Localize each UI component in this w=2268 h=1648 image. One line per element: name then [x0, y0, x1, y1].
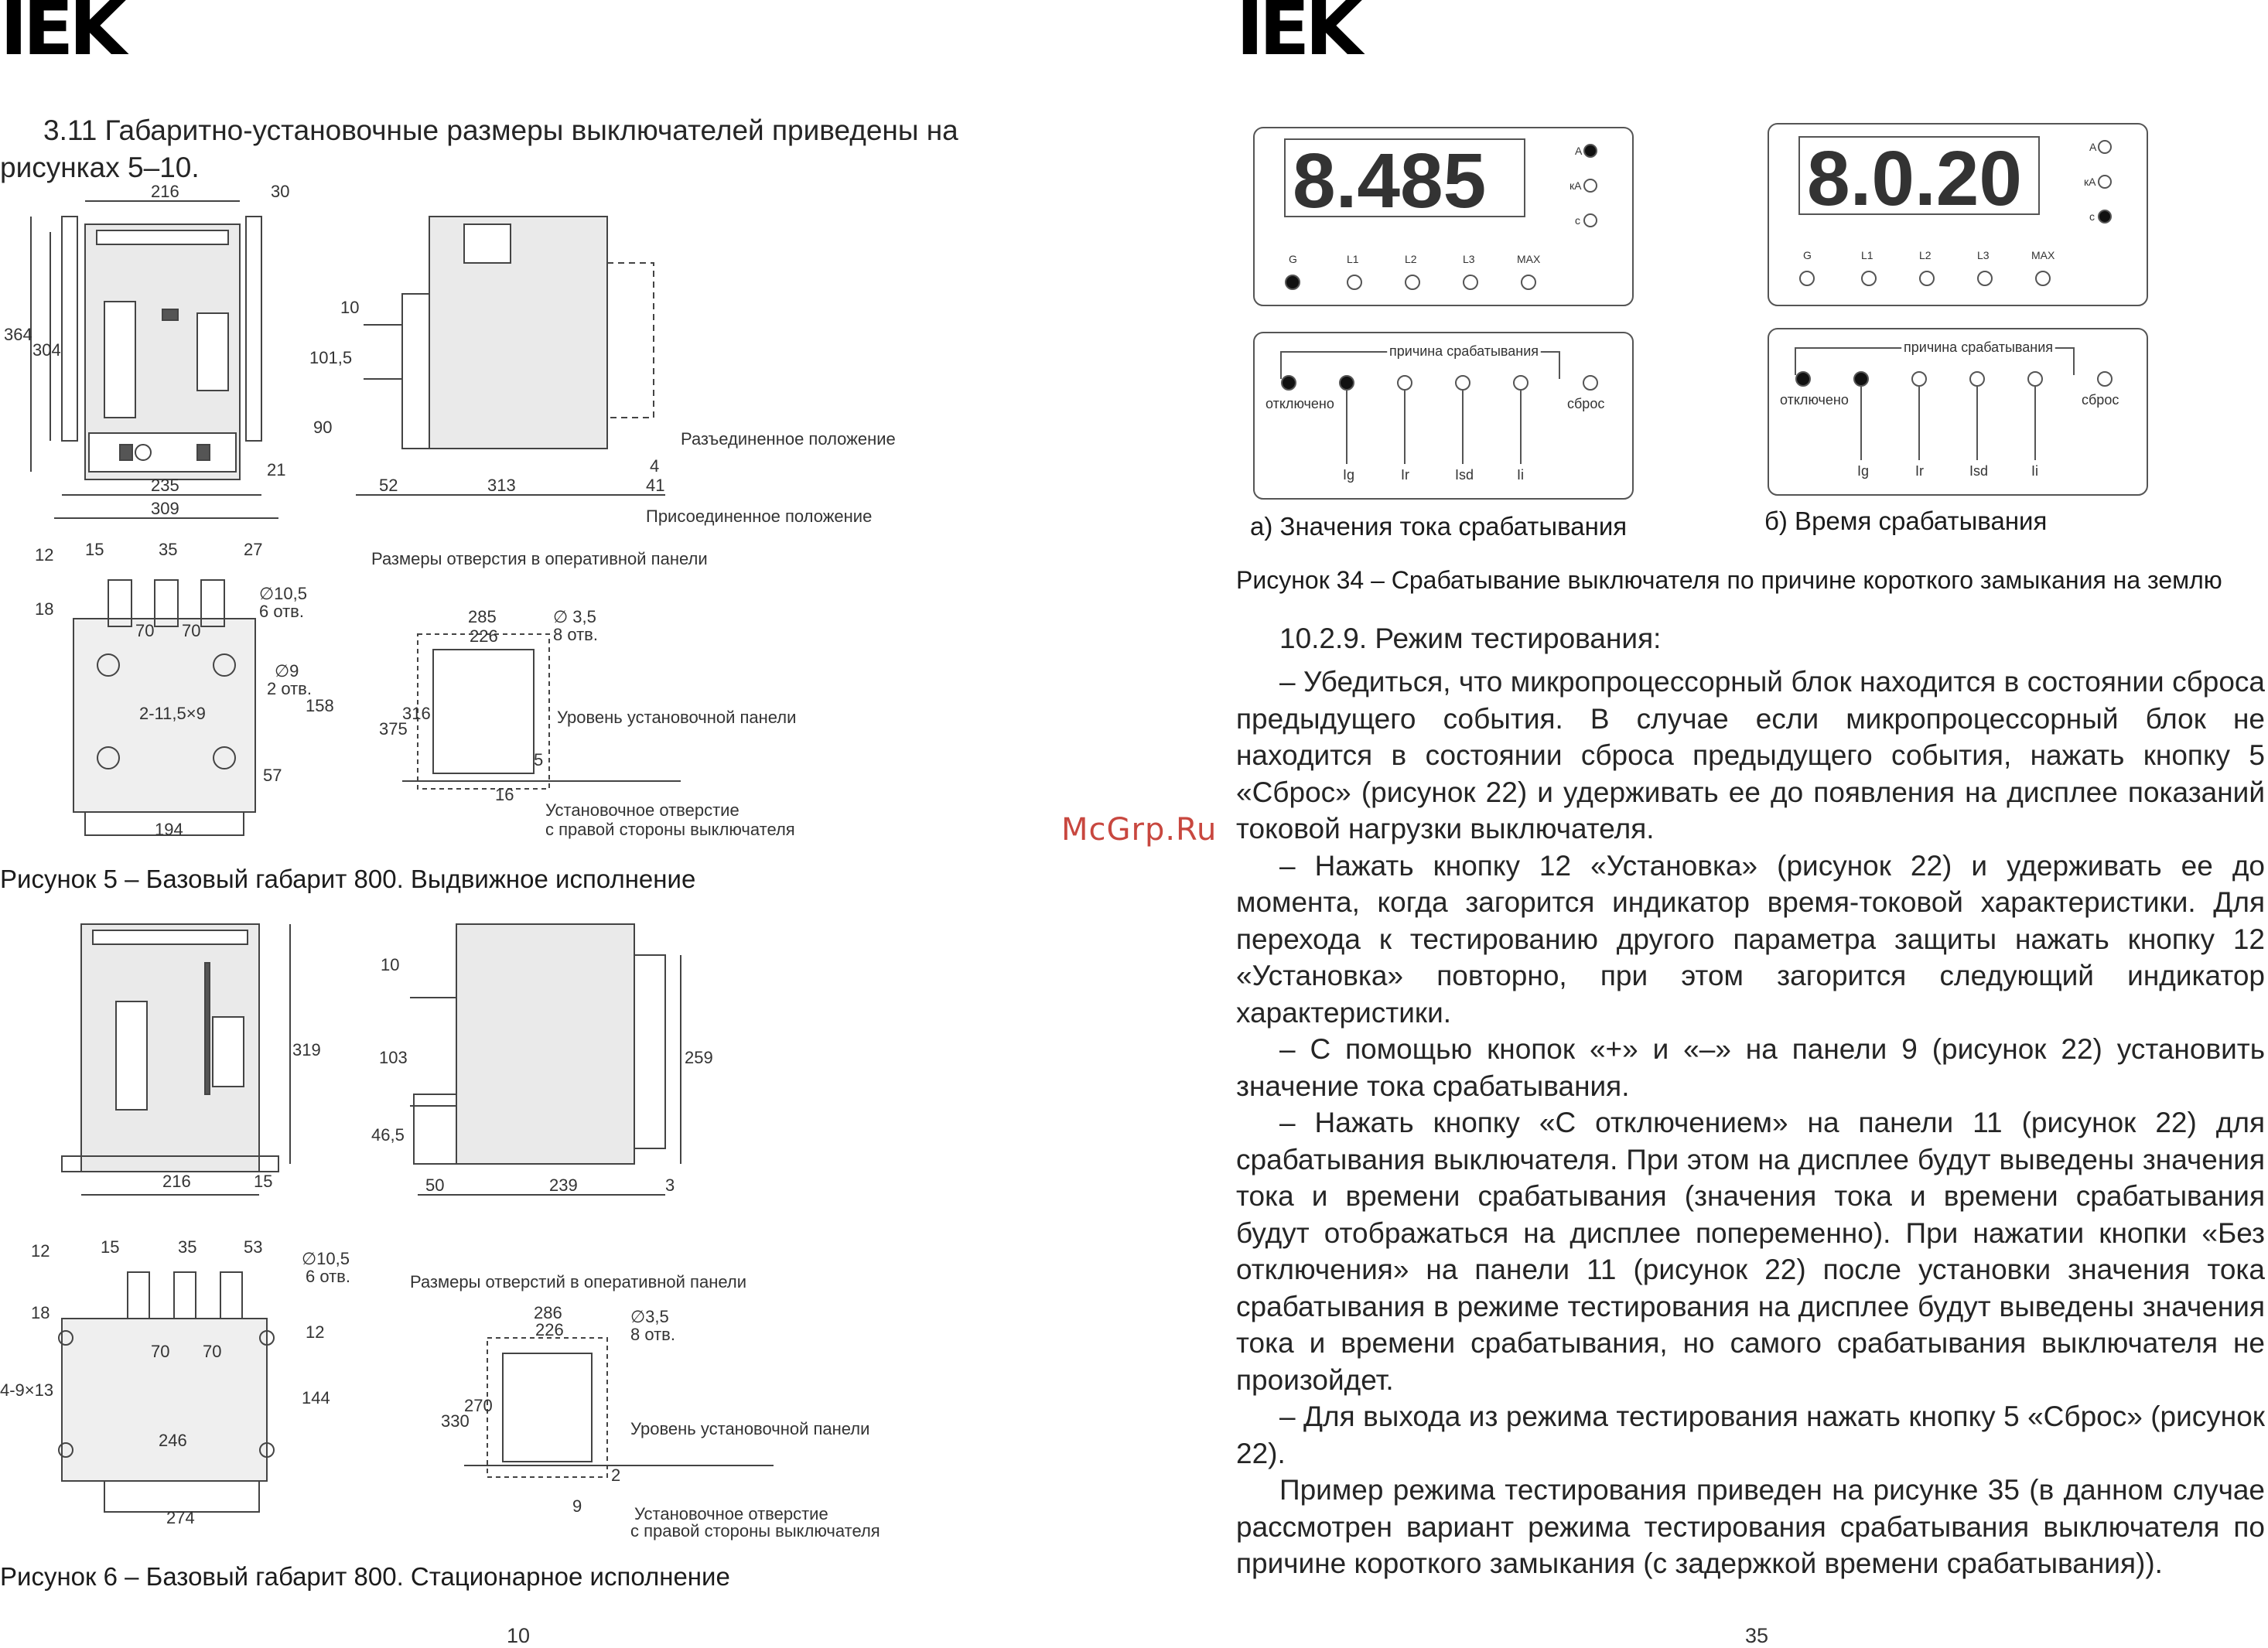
panel-a-led-off-2 — [1340, 376, 1354, 390]
terminal6-3 — [220, 1272, 242, 1319]
figure-6-caption: Рисунок 6 – Базовый габарит 800. Стационарное исполнение — [0, 1562, 730, 1591]
dim-panel-226: 226 — [470, 626, 498, 646]
dim-panel-5: 5 — [534, 750, 544, 769]
dim6-side-3: 3 — [665, 1175, 675, 1195]
panel-a-led-label-g: G — [1289, 253, 1297, 265]
dim6-panel-2: 2 — [611, 1465, 621, 1485]
dim6-15: 15 — [254, 1172, 273, 1191]
dim-side-4: 4 — [650, 456, 660, 476]
panel-b-led-label-l2: L2 — [1919, 249, 1932, 261]
side-terminal — [402, 294, 429, 449]
dim-304: 304 — [32, 340, 61, 360]
panel-b-cause-ig: Ig — [1857, 463, 1870, 479]
dim6-bottom-246: 246 — [159, 1431, 187, 1450]
breaker6-top-strip — [93, 930, 248, 944]
panel-a-led-g — [1286, 275, 1300, 289]
panel-b-reset-label: сброс — [2082, 392, 2119, 408]
panel-a-cause-title: причина срабатывания — [1389, 343, 1539, 359]
dim6-bottom-144: 144 — [302, 1388, 330, 1407]
dim-bottom-holes: 2-11,5×9 — [139, 704, 206, 723]
breaker-top-strip — [97, 230, 228, 244]
panel-b-off-label: отключено — [1780, 392, 1849, 408]
section-3-11-text: 3.11 Габаритно-установочные размеры выключателей приведены на рисунках 5–10. — [0, 114, 958, 183]
dim-side-52: 52 — [379, 476, 398, 495]
panel6-hole-count: 8 отв. — [630, 1325, 675, 1344]
panel-cutout-outer — [418, 634, 549, 789]
panel-b-unit-led-s — [2099, 210, 2111, 223]
iek-logo: IEK — [0, 0, 122, 72]
panel6-cutout — [503, 1353, 592, 1462]
page-number-left: 10 — [507, 1624, 531, 1647]
test-mode-body — [1236, 664, 2265, 1582]
panel-a-unit-s: с — [1575, 214, 1580, 227]
panel-b-cause-ii: Ii — [2031, 463, 2038, 479]
dim6-side-10: 10 — [381, 955, 400, 974]
panel-hole-count: 8 отв. — [553, 625, 598, 644]
paragraph-3: – С помощью кнопок «+» и «–» на панели 9 (рисунок 22) установить значение тока срабатывания. — [1236, 1033, 2265, 1102]
dim6-bottom-70b: 70 — [203, 1342, 222, 1361]
dim6-panel-226: 226 — [535, 1320, 564, 1339]
panel-a-cause-ig: Ig — [1343, 467, 1355, 483]
dim6-bottom-15: 15 — [101, 1237, 120, 1257]
panel-a-cause-ir: Ir — [1401, 467, 1409, 483]
dim-309: 309 — [151, 499, 179, 518]
terminal6-1 — [128, 1272, 149, 1319]
dim6-bottom-274: 274 — [166, 1508, 195, 1527]
panel6-cutout-outer — [487, 1338, 607, 1477]
panel6-level-label: Уровень установочной панели — [630, 1419, 870, 1438]
dim-bottom-194: 194 — [155, 820, 183, 839]
panel-cutout — [433, 650, 534, 773]
dim-panel-316: 316 — [402, 704, 431, 723]
terminal6-2 — [174, 1272, 196, 1319]
dim-364: 364 — [4, 325, 32, 344]
panel-level-label: Уровень установочной панели — [557, 708, 797, 727]
breaker6-side-rear — [634, 955, 665, 1148]
front-window-left — [104, 302, 135, 418]
page-number-right: 35 — [1745, 1624, 1769, 1647]
dim-bottom-15: 15 — [85, 540, 104, 559]
figure-34-caption: Рисунок 34 – Срабатывание выключателя по причине короткого замыкания на землю — [1236, 566, 2222, 594]
dim-panel-285: 285 — [468, 607, 497, 626]
breaker6-side-body — [456, 924, 634, 1164]
side-connected-label: Присоединенное положение — [646, 507, 873, 526]
dim6-bottom-70a: 70 — [151, 1342, 170, 1361]
dim6-side-50: 50 — [425, 1175, 445, 1195]
breaker6-window-right — [213, 1017, 244, 1087]
dim6-panel-330: 330 — [441, 1411, 470, 1431]
dim-panel-16: 16 — [495, 785, 514, 804]
hole-label-9: ∅9 — [275, 661, 299, 681]
panel6-hole-label: ∅3,5 — [630, 1307, 669, 1326]
paragraph-2: – Нажать кнопку 12 «Установка» (рисунок 22) и удерживать ее до момента, когда загорится индикатор время-токовой характеристики. Для перехода к тестированию другого параметра защиты нажать кнопку 12 «Установка» повторно, при этом загорится следующий индикатор характеристики. — [1236, 849, 2265, 1029]
panel6-mount-label-2: с правой стороны выключателя — [630, 1521, 880, 1541]
hole6-label-10-5-count: 6 отв. — [306, 1267, 350, 1286]
hole-label-10-5-count: 6 отв. — [259, 602, 304, 621]
panel-b-unit-ka: кА — [2084, 176, 2096, 188]
panel-a — [1250, 124, 1637, 526]
dim6-panel-270: 270 — [464, 1396, 493, 1415]
panel-b-led-label-l3: L3 — [1977, 249, 1990, 261]
panel-b-display-value: 8.0.20 — [1807, 135, 2023, 222]
panel-b-led-label-max: MAX — [2031, 249, 2055, 261]
dim6-bottom-35: 35 — [178, 1237, 197, 1257]
dim6-216: 216 — [162, 1172, 191, 1191]
panel-mount-label-2: с правой стороны выключателя — [545, 820, 795, 839]
panel-a-led-label-l2: L2 — [1405, 253, 1417, 265]
dim-bottom-158: 158 — [306, 696, 334, 715]
panel-a-led-off-1 — [1282, 376, 1296, 390]
panel-a-unit-led-a — [1584, 145, 1597, 157]
dim6-bottom-12a: 12 — [31, 1241, 50, 1261]
panel-b-unit-s: с — [2089, 210, 2095, 223]
front-button-left — [120, 445, 132, 460]
iek-logo-right: IEK — [1236, 0, 1358, 72]
figure-6-drawing — [0, 909, 880, 1566]
dim6-side-239: 239 — [549, 1175, 578, 1195]
panel-b-unit-a: A — [2089, 141, 2097, 153]
dim-side-41: 41 — [646, 476, 665, 495]
panel-a-subcaption: а) Значения тока срабатывания — [1250, 512, 1628, 541]
dim-side-10: 10 — [340, 298, 360, 317]
panel-a-cause-isd: Isd — [1455, 467, 1474, 483]
dim-side-101-5: 101,5 — [309, 348, 353, 367]
paragraph-6: Пример режима тестирования приведен на рисунке 35 (в данном случае рассмотрен вариант режима тестирования срабатывания выключателя по причине короткого замыкания (с задержкой времени срабатывания)). — [1236, 1474, 2265, 1579]
dim-panel-375: 375 — [379, 719, 408, 739]
panel-b-cause-title: причина срабатывания — [1904, 339, 2054, 355]
panel-a-led-label-l3: L3 — [1463, 253, 1475, 265]
dim-216: 216 — [151, 182, 179, 201]
side-disconnected-label: Разъединенное положение — [681, 429, 896, 449]
dim6-bottom-18: 18 — [31, 1303, 50, 1322]
panel-b-subcaption: б) Время срабатывания — [1764, 507, 2048, 535]
panel-b-cause-isd: Isd — [1969, 463, 1989, 479]
dim-235: 235 — [151, 476, 179, 495]
panel-a-cause-ii: Ii — [1517, 467, 1524, 483]
dim-bottom-27: 27 — [244, 540, 263, 559]
panel6-title: Размеры отверстий в оперативной панели — [410, 1272, 746, 1291]
panel6-mount-label-1: Установочное отверстие — [634, 1504, 828, 1523]
side-top-block — [464, 224, 511, 263]
panel-b — [1764, 120, 2151, 522]
breaker6-window-left — [116, 1001, 147, 1110]
paragraph-4: – Нажать кнопку «С отключением» на панели 11 (рисунок 22) для срабатывания выключателя. При этом на дисплее будут выведены значения тока и времени срабатывания (значения тока и времени срабатывания будут отображаться на дисплее попеременно). При нажатии кнопки «Без отключения» на панели 11 (рисунок 22) после установки значения тока срабатывания в режиме тестирования на дисплее будут выведены значения тока и времени срабатывания, но самого срабатывания выключателя не произойдет. — [1236, 1107, 2265, 1396]
dim6-319: 319 — [292, 1040, 321, 1059]
dim6-panel-286: 286 — [534, 1303, 562, 1322]
dim-bottom-57: 57 — [263, 766, 282, 785]
hole-label-10-5: ∅10,5 — [259, 584, 307, 603]
dim-bottom-70a: 70 — [135, 621, 155, 640]
dim6-side-259: 259 — [685, 1048, 713, 1067]
breaker6-handle — [205, 963, 210, 1094]
figure-5-caption: Рисунок 5 – Базовый габарит 800. Выдвижное исполнение — [0, 865, 696, 893]
dim-bottom-70b: 70 — [182, 621, 201, 640]
panel-a-led-label-max: MAX — [1517, 253, 1541, 265]
dim6-bottom-53: 53 — [244, 1237, 263, 1257]
breaker-side-body — [429, 217, 607, 449]
section-10-2-9-heading: 10.2.9. Режим тестирования: — [1279, 623, 1662, 654]
front-side-rail-right — [246, 217, 261, 441]
front-button-right — [197, 445, 210, 460]
hole6-label-10-5: ∅10,5 — [302, 1249, 350, 1268]
dim-30: 30 — [271, 182, 290, 201]
dim6-bottom-holes: 4-9×13 — [0, 1380, 54, 1400]
dim6-panel-9: 9 — [572, 1496, 582, 1516]
paragraph-1: – Убедиться, что микропроцессорный блок находится в состоянии сброса предыдущего события. В случае если микропроцессорный блок не находится в состоянии сброса предыдущего события, нажать кнопку 5 «Сброс» (рисунок 22) и удерживать ее до появления на дисплее показаний токовой нагрузки выключателя. — [1236, 666, 2265, 844]
paragraph-5: – Для выхода из режима тестирования нажать кнопку 5 «Сброс» (рисунок 22). — [1236, 1401, 2265, 1469]
dim6-side-103: 103 — [379, 1048, 408, 1067]
front-window-right — [197, 313, 228, 391]
dim-side-90: 90 — [313, 418, 333, 437]
panel-hole-label: ∅ 3,5 — [553, 607, 596, 626]
bottom6-base — [104, 1481, 259, 1512]
dim-21: 21 — [267, 460, 286, 479]
panel-b-led-label-g: G — [1803, 249, 1812, 261]
panel-a-reset-label: сброс — [1567, 396, 1605, 411]
panel-title-5: Размеры отверстия в оперативной панели — [371, 549, 708, 568]
panel-a-off-label: отключено — [1266, 396, 1334, 411]
dim-bottom-12: 12 — [35, 545, 54, 565]
panel-b-cause-ir: Ir — [1915, 463, 1924, 479]
panel-a-unit-ka: кА — [1569, 179, 1582, 192]
dim6-bottom-12b: 12 — [306, 1322, 325, 1342]
panel-mount-label-1: Установочное отверстие — [545, 800, 739, 820]
panel-b-led-off-1 — [1796, 372, 1810, 386]
front-switch — [162, 309, 178, 320]
watermark: McGrp.Ru — [1061, 812, 1218, 848]
front-bottom-panel — [89, 433, 236, 472]
side6-terminal — [414, 1094, 456, 1164]
front-side-rail-left — [62, 217, 77, 441]
side-disconnected-outline — [607, 263, 654, 418]
panel-a-led-label-l1: L1 — [1347, 253, 1359, 265]
panel-a-display-value: 8.485 — [1293, 138, 1487, 224]
right-page — [1134, 0, 2268, 1646]
dim-bottom-18: 18 — [35, 599, 54, 619]
left-page — [0, 0, 1134, 1646]
panel-b-led-label-l1: L1 — [1861, 249, 1873, 261]
panel-a-unit-a: A — [1575, 145, 1583, 157]
dim-side-313: 313 — [487, 476, 516, 495]
dim-bottom-35: 35 — [159, 540, 178, 559]
panel-b-led-off-2 — [1854, 372, 1868, 386]
hole-label-9-count: 2 отв. — [267, 679, 312, 698]
dim6-side-46-5: 46,5 — [371, 1125, 405, 1145]
figure-5-drawing — [0, 182, 896, 851]
